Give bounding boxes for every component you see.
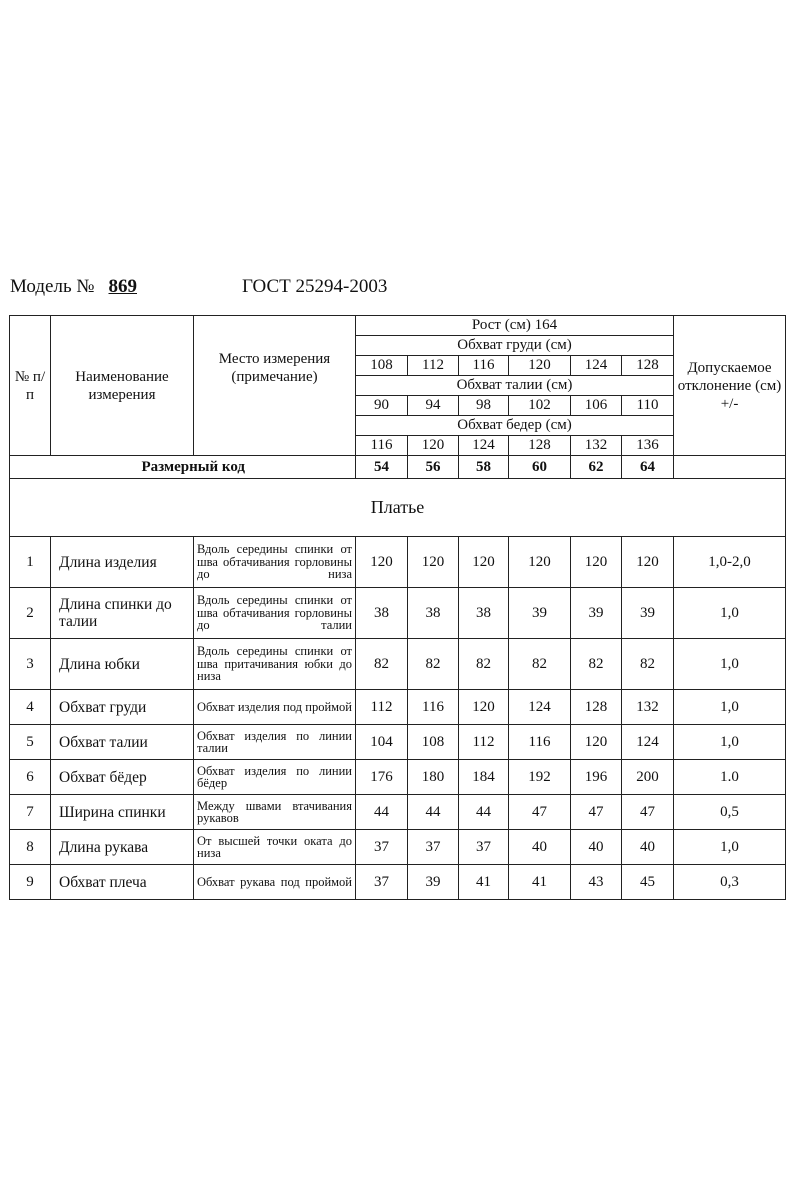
measurement-name: Обхват плеча — [51, 865, 194, 900]
measurement-value: 108 — [408, 725, 459, 760]
measurement-name: Длина изделия — [51, 537, 194, 588]
measurement-value: 132 — [622, 690, 674, 725]
tolerance-value: 0,5 — [674, 795, 786, 830]
measurement-value: 200 — [622, 760, 674, 795]
table-row — [10, 760, 786, 795]
tolerance-value: 1,0-2,0 — [674, 537, 786, 588]
measurement-value: 112 — [356, 690, 408, 725]
measurement-value: 40 — [622, 830, 674, 865]
measurement-place: Вдоль середины спинки от шва обтачивания горловины до низа — [194, 537, 356, 588]
tolerance-value: 1,0 — [674, 830, 786, 865]
model-number: 869 — [108, 276, 137, 297]
measurement-place: Обхват рукава под проймой — [194, 865, 356, 900]
measurement-value: 82 — [459, 639, 509, 690]
measurement-name: Длина рукава — [51, 830, 194, 865]
size-code: 58 — [459, 456, 509, 479]
measurement-value: 39 — [622, 588, 674, 639]
measurement-place: От высшей точки оката до низа — [194, 830, 356, 865]
chest-header: Обхват груди (см) — [356, 336, 674, 356]
hips-value: 128 — [509, 436, 571, 456]
table-row — [10, 537, 786, 588]
measurement-value: 120 — [622, 537, 674, 588]
measurement-value: 37 — [459, 830, 509, 865]
waist-value: 98 — [459, 396, 509, 416]
measurement-value: 120 — [459, 690, 509, 725]
waist-value: 102 — [509, 396, 571, 416]
size-code-tolerance-cell — [674, 456, 786, 479]
tolerance-value: 1.0 — [674, 760, 786, 795]
measurement-value: 120 — [571, 725, 622, 760]
waist-value: 110 — [622, 396, 674, 416]
measurement-value: 37 — [356, 865, 408, 900]
row-number: 2 — [10, 588, 51, 639]
measurement-name: Ширина спинки — [51, 795, 194, 830]
table-row — [10, 639, 786, 690]
chest-value: 116 — [459, 356, 509, 376]
measurement-value: 116 — [408, 690, 459, 725]
row-number: 5 — [10, 725, 51, 760]
measurement-value: 39 — [509, 588, 571, 639]
measurement-value: 128 — [571, 690, 622, 725]
hips-value: 132 — [571, 436, 622, 456]
measurement-value: 82 — [509, 639, 571, 690]
measurement-value: 39 — [571, 588, 622, 639]
row-number: 4 — [10, 690, 51, 725]
tolerance-value: 1,0 — [674, 725, 786, 760]
measurement-value: 176 — [356, 760, 408, 795]
table-row — [10, 795, 786, 830]
measurement-value: 37 — [356, 830, 408, 865]
waist-value: 90 — [356, 396, 408, 416]
measurement-name: Обхват талии — [51, 725, 194, 760]
measurement-value: 47 — [622, 795, 674, 830]
table-row — [10, 830, 786, 865]
measurement-value: 39 — [408, 865, 459, 900]
col-header-name: Наименование измерения — [51, 316, 194, 456]
measurement-value: 120 — [356, 537, 408, 588]
size-code: 62 — [571, 456, 622, 479]
measurement-value: 37 — [408, 830, 459, 865]
measurement-place: Вдоль середины спинки от шва притачивания юбки до низа — [194, 639, 356, 690]
measurement-value: 120 — [459, 537, 509, 588]
measurement-value: 82 — [408, 639, 459, 690]
table-row — [10, 865, 786, 900]
size-code-label: Размерный код — [10, 456, 356, 479]
hips-value: 136 — [622, 436, 674, 456]
measurement-value: 112 — [459, 725, 509, 760]
table-row — [10, 588, 786, 639]
measurement-value: 82 — [356, 639, 408, 690]
measurement-value: 196 — [571, 760, 622, 795]
measurement-value: 120 — [408, 537, 459, 588]
row-number: 3 — [10, 639, 51, 690]
size-code: 64 — [622, 456, 674, 479]
waist-value: 106 — [571, 396, 622, 416]
measurement-value: 82 — [571, 639, 622, 690]
waist-value: 94 — [408, 396, 459, 416]
hips-header: Обхват бедер (см) — [356, 416, 674, 436]
measurement-value: 116 — [509, 725, 571, 760]
row-number: 1 — [10, 537, 51, 588]
row-number: 9 — [10, 865, 51, 900]
size-table — [9, 315, 786, 900]
measurement-name: Обхват бёдер — [51, 760, 194, 795]
measurement-value: 120 — [509, 537, 571, 588]
hips-value: 124 — [459, 436, 509, 456]
size-code: 56 — [408, 456, 459, 479]
tolerance-value: 1,0 — [674, 639, 786, 690]
tolerance-value: 1,0 — [674, 690, 786, 725]
measurement-value: 40 — [509, 830, 571, 865]
table-row — [10, 725, 786, 760]
measurement-value: 82 — [622, 639, 674, 690]
measurement-value: 43 — [571, 865, 622, 900]
measurement-name: Длина спинки до талии — [51, 588, 194, 639]
gost-standard: ГОСТ 25294-2003 — [242, 276, 388, 297]
measurement-value: 45 — [622, 865, 674, 900]
measurement-place: Вдоль середины спинки от шва обтачивания горловины до талии — [194, 588, 356, 639]
measurement-value: 47 — [571, 795, 622, 830]
measurement-place: Обхват изделия по линии талии — [194, 725, 356, 760]
measurement-value: 38 — [356, 588, 408, 639]
col-header-number: № п/п — [10, 316, 51, 456]
waist-header: Обхват талии (см) — [356, 376, 674, 396]
measurement-value: 124 — [509, 690, 571, 725]
chest-value: 124 — [571, 356, 622, 376]
measurement-name: Длина юбки — [51, 639, 194, 690]
measurement-value: 44 — [408, 795, 459, 830]
measurement-value: 41 — [509, 865, 571, 900]
measurement-value: 38 — [459, 588, 509, 639]
table-row — [10, 690, 786, 725]
measurement-value: 192 — [509, 760, 571, 795]
hips-value: 116 — [356, 436, 408, 456]
measurement-value: 41 — [459, 865, 509, 900]
measurement-value: 120 — [571, 537, 622, 588]
section-title: Платье — [10, 479, 786, 537]
measurement-value: 40 — [571, 830, 622, 865]
row-number: 6 — [10, 760, 51, 795]
measurement-value: 104 — [356, 725, 408, 760]
measurement-value: 44 — [459, 795, 509, 830]
height-header: Рост (см) 164 — [356, 316, 674, 336]
measurement-place: Между швами втачивания рукавов — [194, 795, 356, 830]
measurement-value: 124 — [622, 725, 674, 760]
measurement-name: Обхват груди — [51, 690, 194, 725]
col-header-tolerance: Допускаемое отклонение (см) +/- — [674, 316, 786, 456]
measurement-value: 184 — [459, 760, 509, 795]
row-number: 8 — [10, 830, 51, 865]
measurement-value: 47 — [509, 795, 571, 830]
measurement-value: 180 — [408, 760, 459, 795]
row-number: 7 — [10, 795, 51, 830]
tolerance-value: 1,0 — [674, 588, 786, 639]
chest-value: 120 — [509, 356, 571, 376]
measurement-place: Обхват изделия под проймой — [194, 690, 356, 725]
size-code: 60 — [509, 456, 571, 479]
document-title — [10, 276, 388, 298]
measurement-value: 38 — [408, 588, 459, 639]
tolerance-value: 0,3 — [674, 865, 786, 900]
measurement-value: 44 — [356, 795, 408, 830]
size-code: 54 — [356, 456, 408, 479]
chest-value: 108 — [356, 356, 408, 376]
col-header-place: Место измерения (примечание) — [194, 316, 356, 456]
chest-value: 112 — [408, 356, 459, 376]
measurement-place: Обхват изделия по линии бёдер — [194, 760, 356, 795]
hips-value: 120 — [408, 436, 459, 456]
model-label: Модель № — [10, 276, 95, 297]
chest-value: 128 — [622, 356, 674, 376]
